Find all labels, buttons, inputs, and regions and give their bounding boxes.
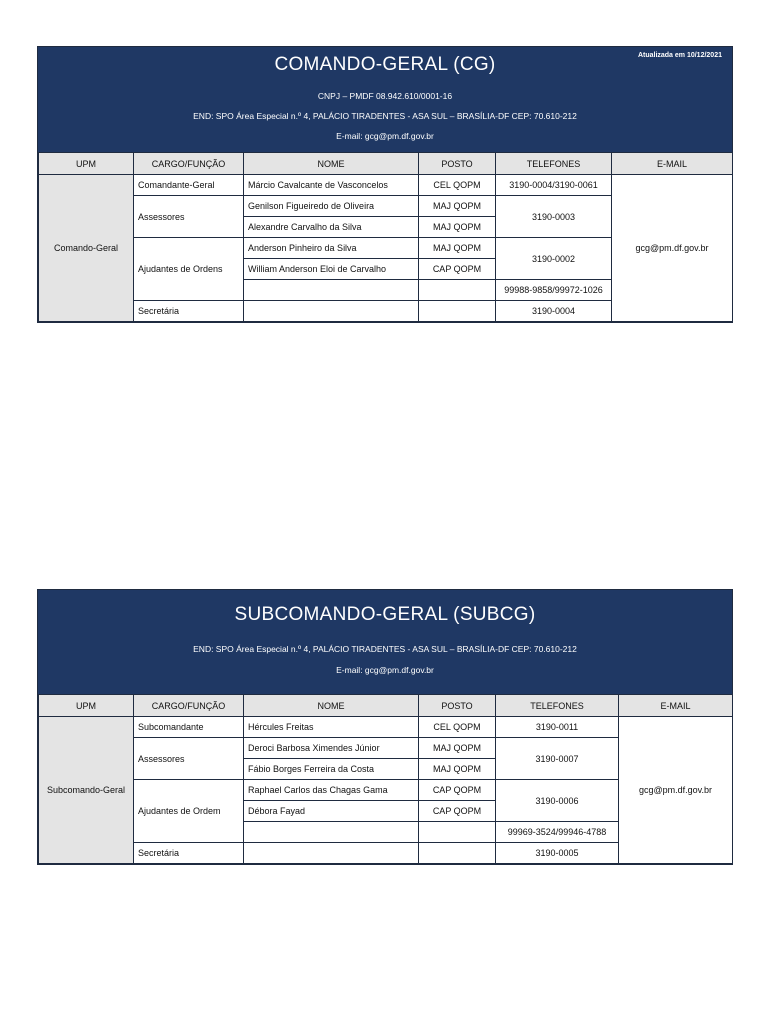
name-cell: Raphael Carlos das Chagas Gama — [244, 780, 419, 801]
header-email: E-MAIL — [619, 695, 733, 717]
header-email: E-MAIL — [612, 153, 733, 175]
rank-cell: CAP QOPM — [419, 259, 496, 280]
name-cell: William Anderson Eloi de Carvalho — [244, 259, 419, 280]
subcomando-geral-table — [38, 694, 733, 864]
header-posto: POSTO — [419, 153, 496, 175]
table-header-row — [39, 153, 733, 175]
role-cell: Ajudantes de Ordem — [134, 780, 244, 843]
rank-cell: CEL QOPM — [419, 175, 496, 196]
email-line: E-mail: gcg@pm.df.gov.br — [336, 665, 434, 675]
empty-cell — [244, 280, 419, 301]
name-cell: Genilson Figueiredo de Oliveira — [244, 196, 419, 217]
header-upm: UPM — [39, 695, 134, 717]
rank-cell: CAP QOPM — [419, 801, 496, 822]
phone-cell: 3190-0004/3190-0061 — [496, 175, 612, 196]
header-telefones: TELEFONES — [496, 695, 619, 717]
rank-cell: CAP QOPM — [419, 780, 496, 801]
empty-cell — [244, 822, 419, 843]
phone-cell: 99988-9858/99972-1026 — [496, 280, 612, 301]
empty-cell — [244, 301, 419, 322]
upm-cell: Subcomando-Geral — [39, 717, 134, 864]
role-cell: Assessores — [134, 738, 244, 780]
header-upm: UPM — [39, 153, 134, 175]
name-cell: Anderson Pinheiro da Silva — [244, 238, 419, 259]
section-title: SUBCOMANDO-GERAL (SUBCG) — [234, 604, 536, 625]
role-cell: Subcomandante — [134, 717, 244, 738]
role-cell: Secretária — [134, 301, 244, 322]
phone-cell: 3190-0006 — [496, 780, 619, 822]
rank-cell: MAJ QOPM — [419, 738, 496, 759]
subcomando-geral-section — [37, 589, 733, 865]
rank-cell: MAJ QOPM — [419, 238, 496, 259]
empty-cell — [419, 822, 496, 843]
table-row — [39, 717, 733, 738]
empty-cell — [419, 843, 496, 864]
role-cell: Comandante-Geral — [134, 175, 244, 196]
email-cell: gcg@pm.df.gov.br — [619, 717, 733, 864]
name-cell: Hércules Freitas — [244, 717, 419, 738]
comando-geral-section — [37, 46, 733, 323]
name-cell: Alexandre Carvalho da Silva — [244, 217, 419, 238]
name-cell: Márcio Cavalcante de Vasconcelos — [244, 175, 419, 196]
phone-cell: 3190-0003 — [496, 196, 612, 238]
phone-cell: 3190-0002 — [496, 238, 612, 280]
table-row — [39, 175, 733, 196]
header-telefones: TELEFONES — [496, 153, 612, 175]
table-header-row — [39, 695, 733, 717]
subcomando-geral-header — [38, 590, 732, 694]
rank-cell: CEL QOPM — [419, 717, 496, 738]
email-cell: gcg@pm.df.gov.br — [612, 175, 733, 322]
phone-cell: 99969-3524/99946-4788 — [496, 822, 619, 843]
phone-cell: 3190-0007 — [496, 738, 619, 780]
rank-cell: MAJ QOPM — [419, 217, 496, 238]
header-nome: NOME — [244, 153, 419, 175]
email-line: E-mail: gcg@pm.df.gov.br — [336, 131, 434, 141]
role-cell: Assessores — [134, 196, 244, 238]
name-cell: Fábio Borges Ferreira da Costa — [244, 759, 419, 780]
empty-cell — [244, 843, 419, 864]
address-line: END: SPO Área Especial n.º 4, PALÁCIO TIRADENTES - ASA SUL – BRASÍLIA-DF CEP: 70.610-212 — [193, 644, 577, 654]
cnpj-line: CNPJ – PMDF 08.942.610/0001-16 — [317, 91, 453, 101]
phone-cell: 3190-0004 — [496, 301, 612, 322]
upm-cell: Comando-Geral — [39, 175, 134, 322]
name-cell: Débora Fayad — [244, 801, 419, 822]
updated-date: Atualizada em 10/12/2021 — [637, 52, 722, 59]
phone-cell: 3190-0005 — [496, 843, 619, 864]
address-line: END: SPO Área Especial n.º 4, PALÁCIO TIRADENTES - ASA SUL – BRASÍLIA-DF CEP: 70.610-212 — [193, 111, 577, 121]
section-title: COMANDO-GERAL (CG) — [274, 54, 496, 75]
name-cell: Deroci Barbosa Ximendes Júnior — [244, 738, 419, 759]
role-cell: Ajudantes de Ordens — [134, 238, 244, 301]
comando-geral-header — [38, 47, 732, 152]
header-cargo: CARGO/FUNÇÃO — [134, 695, 244, 717]
empty-cell — [419, 301, 496, 322]
rank-cell: MAJ QOPM — [419, 196, 496, 217]
header-cargo: CARGO/FUNÇÃO — [134, 153, 244, 175]
phone-cell: 3190-0011 — [496, 717, 619, 738]
header-posto: POSTO — [419, 695, 496, 717]
header-nome: NOME — [244, 695, 419, 717]
rank-cell: MAJ QOPM — [419, 759, 496, 780]
comando-geral-table — [38, 152, 733, 322]
empty-cell — [419, 280, 496, 301]
role-cell: Secretária — [134, 843, 244, 864]
